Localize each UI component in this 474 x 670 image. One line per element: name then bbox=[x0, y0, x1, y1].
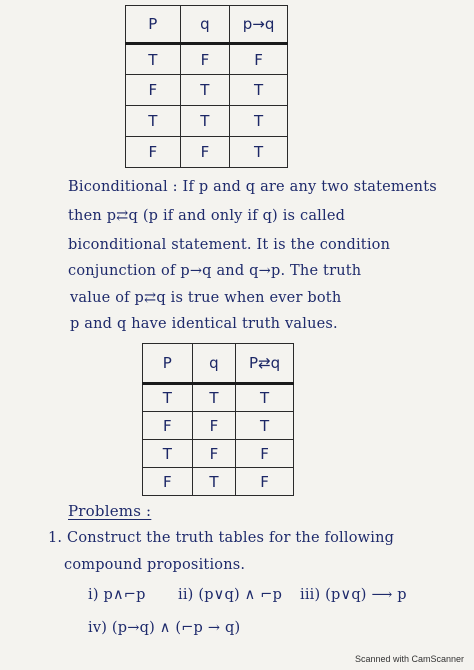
table-cell: T bbox=[236, 384, 294, 412]
table-cell: T bbox=[192, 468, 236, 496]
problems-heading: Problems : bbox=[68, 502, 152, 520]
biconditional-line-3: biconditional statement. It is the condition bbox=[68, 237, 391, 253]
table-cell: F bbox=[192, 440, 236, 468]
table-row bbox=[126, 44, 288, 75]
table-header-row bbox=[126, 6, 288, 44]
table-cell: T bbox=[126, 106, 181, 137]
table-cell: F bbox=[236, 468, 294, 496]
table-cell: F bbox=[143, 412, 193, 440]
truth-table-biconditional bbox=[142, 343, 294, 496]
table-row bbox=[143, 384, 294, 412]
header-cell: P⇄q bbox=[236, 344, 294, 384]
truth-table-implication bbox=[125, 5, 288, 168]
table-row bbox=[143, 468, 294, 496]
table-row bbox=[126, 137, 288, 168]
table-cell: T bbox=[180, 106, 230, 137]
problem-item-4: iv) (p→q) ∧ (⌐p → q) bbox=[88, 620, 241, 636]
table-cell: T bbox=[180, 75, 230, 106]
header-cell: q bbox=[192, 344, 236, 384]
table-cell: T bbox=[230, 106, 288, 137]
scanner-watermark: Scanned with CamScanner bbox=[354, 654, 464, 664]
table-cell: F bbox=[236, 440, 294, 468]
header-cell: P bbox=[143, 344, 193, 384]
problem-intro-line-1: 1. Construct the truth tables for the following bbox=[48, 530, 395, 546]
biconditional-line-6: p and q have identical truth values. bbox=[70, 316, 338, 332]
table-cell: F bbox=[192, 412, 236, 440]
table-row bbox=[126, 75, 288, 106]
problem-item-3: iii) (p∨q) ⟶ p bbox=[300, 587, 407, 603]
table-row bbox=[143, 440, 294, 468]
table-cell: T bbox=[236, 412, 294, 440]
table-cell: T bbox=[230, 75, 288, 106]
problem-item-1: i) p∧⌐p bbox=[88, 587, 146, 603]
table-cell: T bbox=[143, 440, 193, 468]
table-cell: F bbox=[180, 137, 230, 168]
biconditional-line-5: value of p⇄q is true when ever both bbox=[70, 290, 342, 306]
biconditional-line-1: Biconditional : If p and q are any two statements bbox=[68, 179, 437, 195]
header-cell: p→q bbox=[230, 6, 288, 44]
table-cell: F bbox=[143, 468, 193, 496]
table-cell: F bbox=[126, 137, 181, 168]
table-cell: F bbox=[180, 44, 230, 75]
header-cell: q bbox=[180, 6, 230, 44]
table-cell: F bbox=[230, 44, 288, 75]
table-row bbox=[143, 412, 294, 440]
table-cell: T bbox=[126, 44, 181, 75]
header-cell: P bbox=[126, 6, 181, 44]
table-cell: T bbox=[230, 137, 288, 168]
table-cell: T bbox=[143, 384, 193, 412]
table-cell: T bbox=[192, 384, 236, 412]
table-cell: F bbox=[126, 75, 181, 106]
problem-item-2: ii) (p∨q) ∧ ⌐p bbox=[178, 587, 283, 603]
biconditional-line-4: conjunction of p→q and q→p. The truth bbox=[68, 263, 362, 279]
table-row bbox=[126, 106, 288, 137]
table-header-row bbox=[143, 344, 294, 384]
biconditional-line-2: then p⇄q (p if and only if q) is called bbox=[68, 208, 346, 224]
problem-intro-line-2: compound propositions. bbox=[64, 557, 246, 573]
